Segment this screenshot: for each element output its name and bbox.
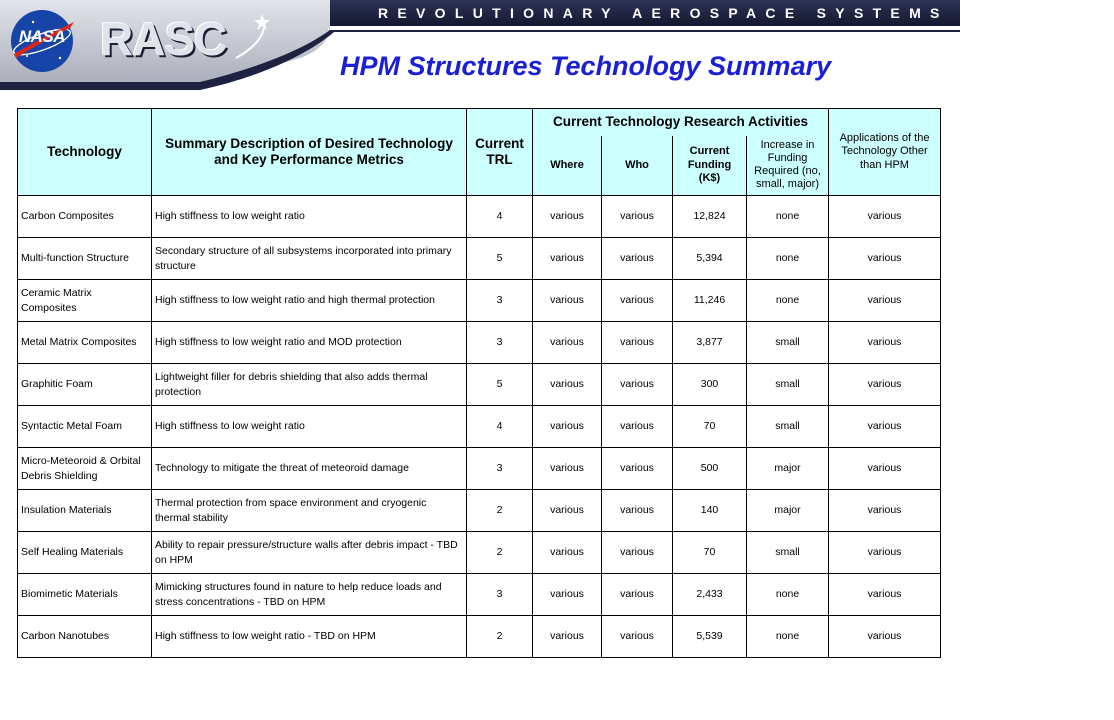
cell-applications: various: [829, 448, 941, 490]
cell-where: various: [533, 406, 602, 448]
table-row: [18, 322, 941, 364]
cell-technology: Self Healing Materials: [18, 532, 152, 574]
cell-description: High stiffness to low weight ratio: [152, 406, 467, 448]
cell-applications: various: [829, 532, 941, 574]
cell-where: various: [533, 448, 602, 490]
cell-funding: 12,824: [673, 196, 747, 238]
cell-who: various: [602, 616, 673, 658]
cell-who: various: [602, 322, 673, 364]
cell-technology: Biomimetic Materials: [18, 574, 152, 616]
cell-where: various: [533, 280, 602, 322]
cell-increase: major: [747, 448, 829, 490]
cell-who: various: [602, 280, 673, 322]
cell-applications: various: [829, 238, 941, 280]
cell-who: various: [602, 238, 673, 280]
cell-description: Thermal protection from space environment and cryogenic thermal stability: [152, 490, 467, 532]
cell-who: various: [602, 532, 673, 574]
cell-technology: Syntactic Metal Foam: [18, 406, 152, 448]
cell-who: various: [602, 406, 673, 448]
header-who: Who: [602, 136, 673, 196]
cell-trl: 4: [467, 406, 533, 448]
cell-where: various: [533, 238, 602, 280]
cell-funding: 300: [673, 364, 747, 406]
cell-description: Technology to mitigate the threat of meteoroid damage: [152, 448, 467, 490]
cell-increase: small: [747, 406, 829, 448]
cell-trl: 2: [467, 532, 533, 574]
header-summary: Summary Description of Desired Technology and Key Performance Metrics: [152, 109, 467, 196]
cell-funding: 70: [673, 532, 747, 574]
table-row: [18, 490, 941, 532]
header-technology: Technology: [18, 109, 152, 196]
page-title: HPM Structures Technology Summary: [340, 51, 832, 81]
cell-description: High stiffness to low weight ratio and high thermal protection: [152, 280, 467, 322]
cell-trl: 3: [467, 448, 533, 490]
cell-increase: small: [747, 322, 829, 364]
cell-who: various: [602, 364, 673, 406]
technology-summary-table: [17, 108, 941, 658]
header-where: Where: [533, 136, 602, 196]
cell-funding: 500: [673, 448, 747, 490]
cell-where: various: [533, 364, 602, 406]
cell-applications: various: [829, 616, 941, 658]
cell-technology: Metal Matrix Composites: [18, 322, 152, 364]
cell-applications: various: [829, 322, 941, 364]
cell-where: various: [533, 574, 602, 616]
table-row: [18, 238, 941, 280]
header-funding: Current Funding (K$): [673, 136, 747, 196]
cell-description: Lightweight filler for debris shielding that also adds thermal protection: [152, 364, 467, 406]
table-row: [18, 448, 941, 490]
cell-description: Secondary structure of all subsystems incorporated into primary structure: [152, 238, 467, 280]
cell-increase: none: [747, 574, 829, 616]
cell-description: High stiffness to low weight ratio: [152, 196, 467, 238]
cell-applications: various: [829, 364, 941, 406]
header-trl: Current TRL: [467, 109, 533, 196]
cell-applications: various: [829, 406, 941, 448]
cell-who: various: [602, 574, 673, 616]
cell-description: Mimicking structures found in nature to help reduce loads and stress concentrations - TBD on HPM: [152, 574, 467, 616]
cell-where: various: [533, 322, 602, 364]
table-row: [18, 196, 941, 238]
cell-technology: Graphitic Foam: [18, 364, 152, 406]
cell-who: various: [602, 490, 673, 532]
cell-trl: 4: [467, 196, 533, 238]
cell-increase: small: [747, 532, 829, 574]
header-applications: Applications of the Technology Other than HPM: [829, 109, 941, 196]
cell-applications: various: [829, 196, 941, 238]
rasc-logo-text: RASC: [100, 13, 227, 65]
cell-funding: 140: [673, 490, 747, 532]
table-row: [18, 280, 941, 322]
cell-applications: various: [829, 574, 941, 616]
nasa-logo-text: NASA: [18, 27, 66, 46]
cell-applications: various: [829, 280, 941, 322]
cell-funding: 5,394: [673, 238, 747, 280]
cell-increase: none: [747, 196, 829, 238]
cell-trl: 5: [467, 364, 533, 406]
cell-technology: Multi-function Structure: [18, 238, 152, 280]
cell-applications: various: [829, 490, 941, 532]
cell-where: various: [533, 196, 602, 238]
cell-description: High stiffness to low weight ratio and MOD protection: [152, 322, 467, 364]
cell-description: High stiffness to low weight ratio - TBD on HPM: [152, 616, 467, 658]
cell-trl: 3: [467, 574, 533, 616]
table-row: [18, 532, 941, 574]
table-row: [18, 364, 941, 406]
cell-where: various: [533, 490, 602, 532]
header-research-activities: Current Technology Research Activities: [533, 109, 829, 136]
cell-trl: 3: [467, 322, 533, 364]
cell-trl: 3: [467, 280, 533, 322]
cell-funding: 70: [673, 406, 747, 448]
cell-funding: 2,433: [673, 574, 747, 616]
cell-description: Ability to repair pressure/structure walls after debris impact - TBD on HPM: [152, 532, 467, 574]
cell-technology: Carbon Nanotubes: [18, 616, 152, 658]
cell-technology: Ceramic Matrix Composites: [18, 280, 152, 322]
cell-increase: major: [747, 490, 829, 532]
cell-who: various: [602, 196, 673, 238]
cell-where: various: [533, 532, 602, 574]
header-increase: Increase in Funding Required (no, small, major): [747, 136, 829, 196]
cell-trl: 5: [467, 238, 533, 280]
cell-trl: 2: [467, 490, 533, 532]
table-row: [18, 574, 941, 616]
table-row: [18, 616, 941, 658]
cell-trl: 2: [467, 616, 533, 658]
cell-technology: Micro-Meteoroid & Orbital Debris Shielding: [18, 448, 152, 490]
cell-who: various: [602, 448, 673, 490]
cell-technology: Carbon Composites: [18, 196, 152, 238]
tagline-text: REVOLUTIONARY AEROSPACE SYSTEMS CONCEPTS: [378, 5, 1114, 21]
cell-increase: small: [747, 364, 829, 406]
cell-where: various: [533, 616, 602, 658]
cell-increase: none: [747, 280, 829, 322]
cell-funding: 3,877: [673, 322, 747, 364]
cell-funding: 5,539: [673, 616, 747, 658]
table-row: [18, 406, 941, 448]
cell-increase: none: [747, 238, 829, 280]
cell-technology: Insulation Materials: [18, 490, 152, 532]
cell-increase: none: [747, 616, 829, 658]
cell-funding: 11,246: [673, 280, 747, 322]
